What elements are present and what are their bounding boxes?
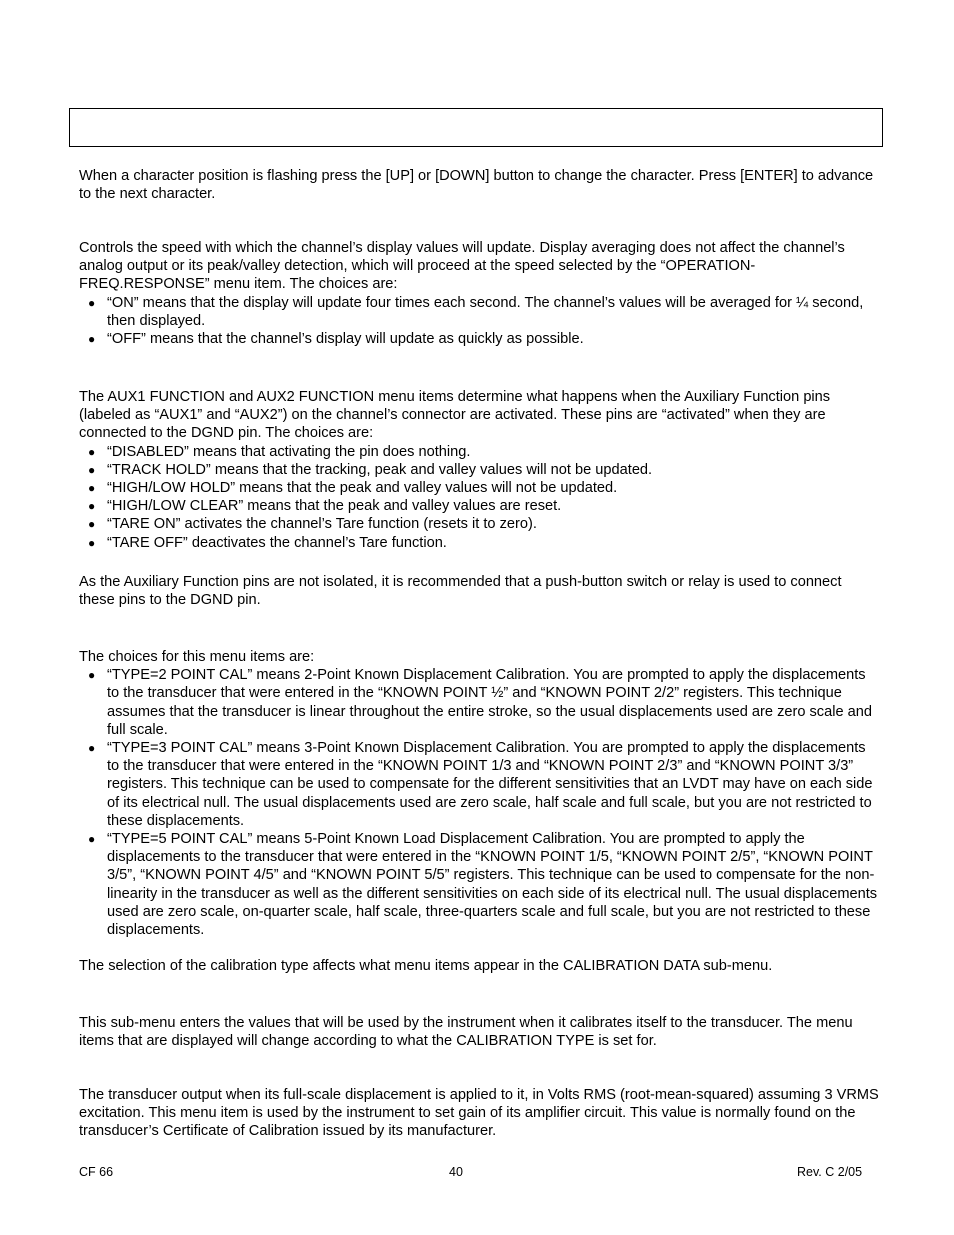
bullet-icon: ● [88,535,96,550]
aux-function-paragraph: The AUX1 FUNCTION and AUX2 FUNCTION menu items determine what happens when the Auxiliary Function pins (labeled as “AUX1” and “AUX2”) on the channel’s connector are activated. These pins are “activated” when they are connected to the DGND pin. The choices are: [79,389,831,442]
aux-function-section [79,388,879,552]
list-item: ● “HIGH/LOW HOLD” means that the peak and valley values will not be updated. [88,480,618,497]
calibration-data-section [79,1014,879,1050]
list-item: ● “DISABLED” means that activating the pin does nothing. [88,443,471,460]
full-scale-output-paragraph: The transducer output when its full-scale displacement is applied to it, in Volts RMS (root-mean-squared) assuming 3 VRMS excitation. This menu item is used by the instrument to set gain of its amplifier circuit. This value is normally found on the transducer’s Certificate of Calibration issued by its manufacturer. [79,1087,879,1140]
full-scale-output-section [79,1086,879,1141]
bullet-icon: ● [88,444,96,459]
bullet-icon: ● [88,332,96,347]
calibration-type-section [79,648,879,939]
footer-page-number: 40 [449,1165,463,1179]
list-item: ● “TYPE=3 POINT CAL” means 3-Point Known Displacement Calibration. You are prompted to apply the displacements to the transducer that were entered in the “KNOWN POINT 1/3 and “KNOWN POINT 2/3” and “KNOWN POINT 3/3” registers. This technique can be used to compensate for the different sensitivities that an LVDT may have on each side of its electrical null. The usual displacements used are zero scale, half scale and full scale, but you are not restricted to these displacements. [88,740,873,829]
aux-note-section [79,573,879,609]
calibration-type-note-section [79,957,879,975]
section-header-box [69,108,883,147]
aux-function-list [79,443,879,552]
flashing-paragraph: When a character position is flashing press the [UP] or [DOWN] button to change the character. Press [ENTER] to advance to the next character. [79,168,874,203]
list-item: ● “OFF” means that the channel’s display will update as quickly as possible. [88,331,584,348]
list-item: ● “ON” means that the display will update four times each second. The channel’s values will be averaged for ¼ second, then displayed. [88,294,864,329]
list-item: ● “HIGH/LOW CLEAR” means that the peak and valley values are reset. [88,498,562,515]
list-item: ● “TARE OFF” deactivates the channel’s Tare function. [88,534,447,551]
display-averaging-paragraph: Controls the speed with which the channel’s display values will update. Display averaging does not affect the channel’s analog output or its peak/valley detection, which will proceed at the speed selected by the “OPERATION-FREQ.RESPONSE” menu item. The choices are: [79,240,845,293]
bullet-icon: ● [88,295,96,310]
calibration-type-list [79,666,879,939]
bullet-icon: ● [88,462,96,477]
bullet-icon: ● [88,499,96,514]
bullet-icon: ● [88,832,96,847]
bullet-icon: ● [88,481,96,496]
bullet-icon: ● [88,668,96,683]
calibration-type-paragraph: The choices for this menu items are: [79,649,315,665]
bullet-icon: ● [88,517,96,532]
display-averaging-list [79,294,879,349]
calibration-type-note: The selection of the calibration type affects what menu items appear in the CALIBRATION DATA sub-menu. [79,958,773,974]
list-item: ● “TRACK HOLD” means that the tracking, peak and valley values will not be updated. [88,461,653,478]
display-averaging-section [79,239,879,348]
bullet-icon: ● [88,741,96,756]
footer-doc-id: CF 66 [79,1165,114,1179]
calibration-data-paragraph: This sub-menu enters the values that will be used by the instrument when it calibrates itself to the transducer. The menu items that are displayed will change according to what the CALIBRATION TYPE is set for. [79,1015,853,1050]
list-item: ● “TARE ON” activates the channel’s Tare function (resets it to zero). [88,516,537,533]
aux-note-paragraph: As the Auxiliary Function pins are not isolated, it is recommended that a push-button switch or relay is used to connect these pins to the DGND pin. [79,574,842,609]
list-item: ● “TYPE=2 POINT CAL” means 2-Point Known Displacement Calibration. You are prompted to apply the displacements to the transducer that were entered in the “KNOWN POINT ½” and “KNOWN POINT 2/2” registers. This technique assumes that the transducer is linear throughout the entire stroke, so the usual displacements used are zero scale and full scale. [88,667,872,738]
footer-revision: Rev. C 2/05 [797,1165,863,1179]
flashing-section [79,167,879,203]
list-item: ● “TYPE=5 POINT CAL” means 5-Point Known Load Displacement Calibration. You are prompted to apply the displacements to the transducer that were entered in the “KNOWN POINT 1/5, “KNOWN POINT 2/5”, “KNOWN POINT 3/5”, “KNOWN POINT 4/5” and “KNOWN POINT 5/5” registers. This technique can be used to compensate for the non-linearity in the transducer as well as the different sensitivities on each side of its electrical null. The usual displacements used are zero scale, on-quarter scale, half scale, three-quarters scale and full scale, but you are not restricted to these displacements. [88,831,878,939]
